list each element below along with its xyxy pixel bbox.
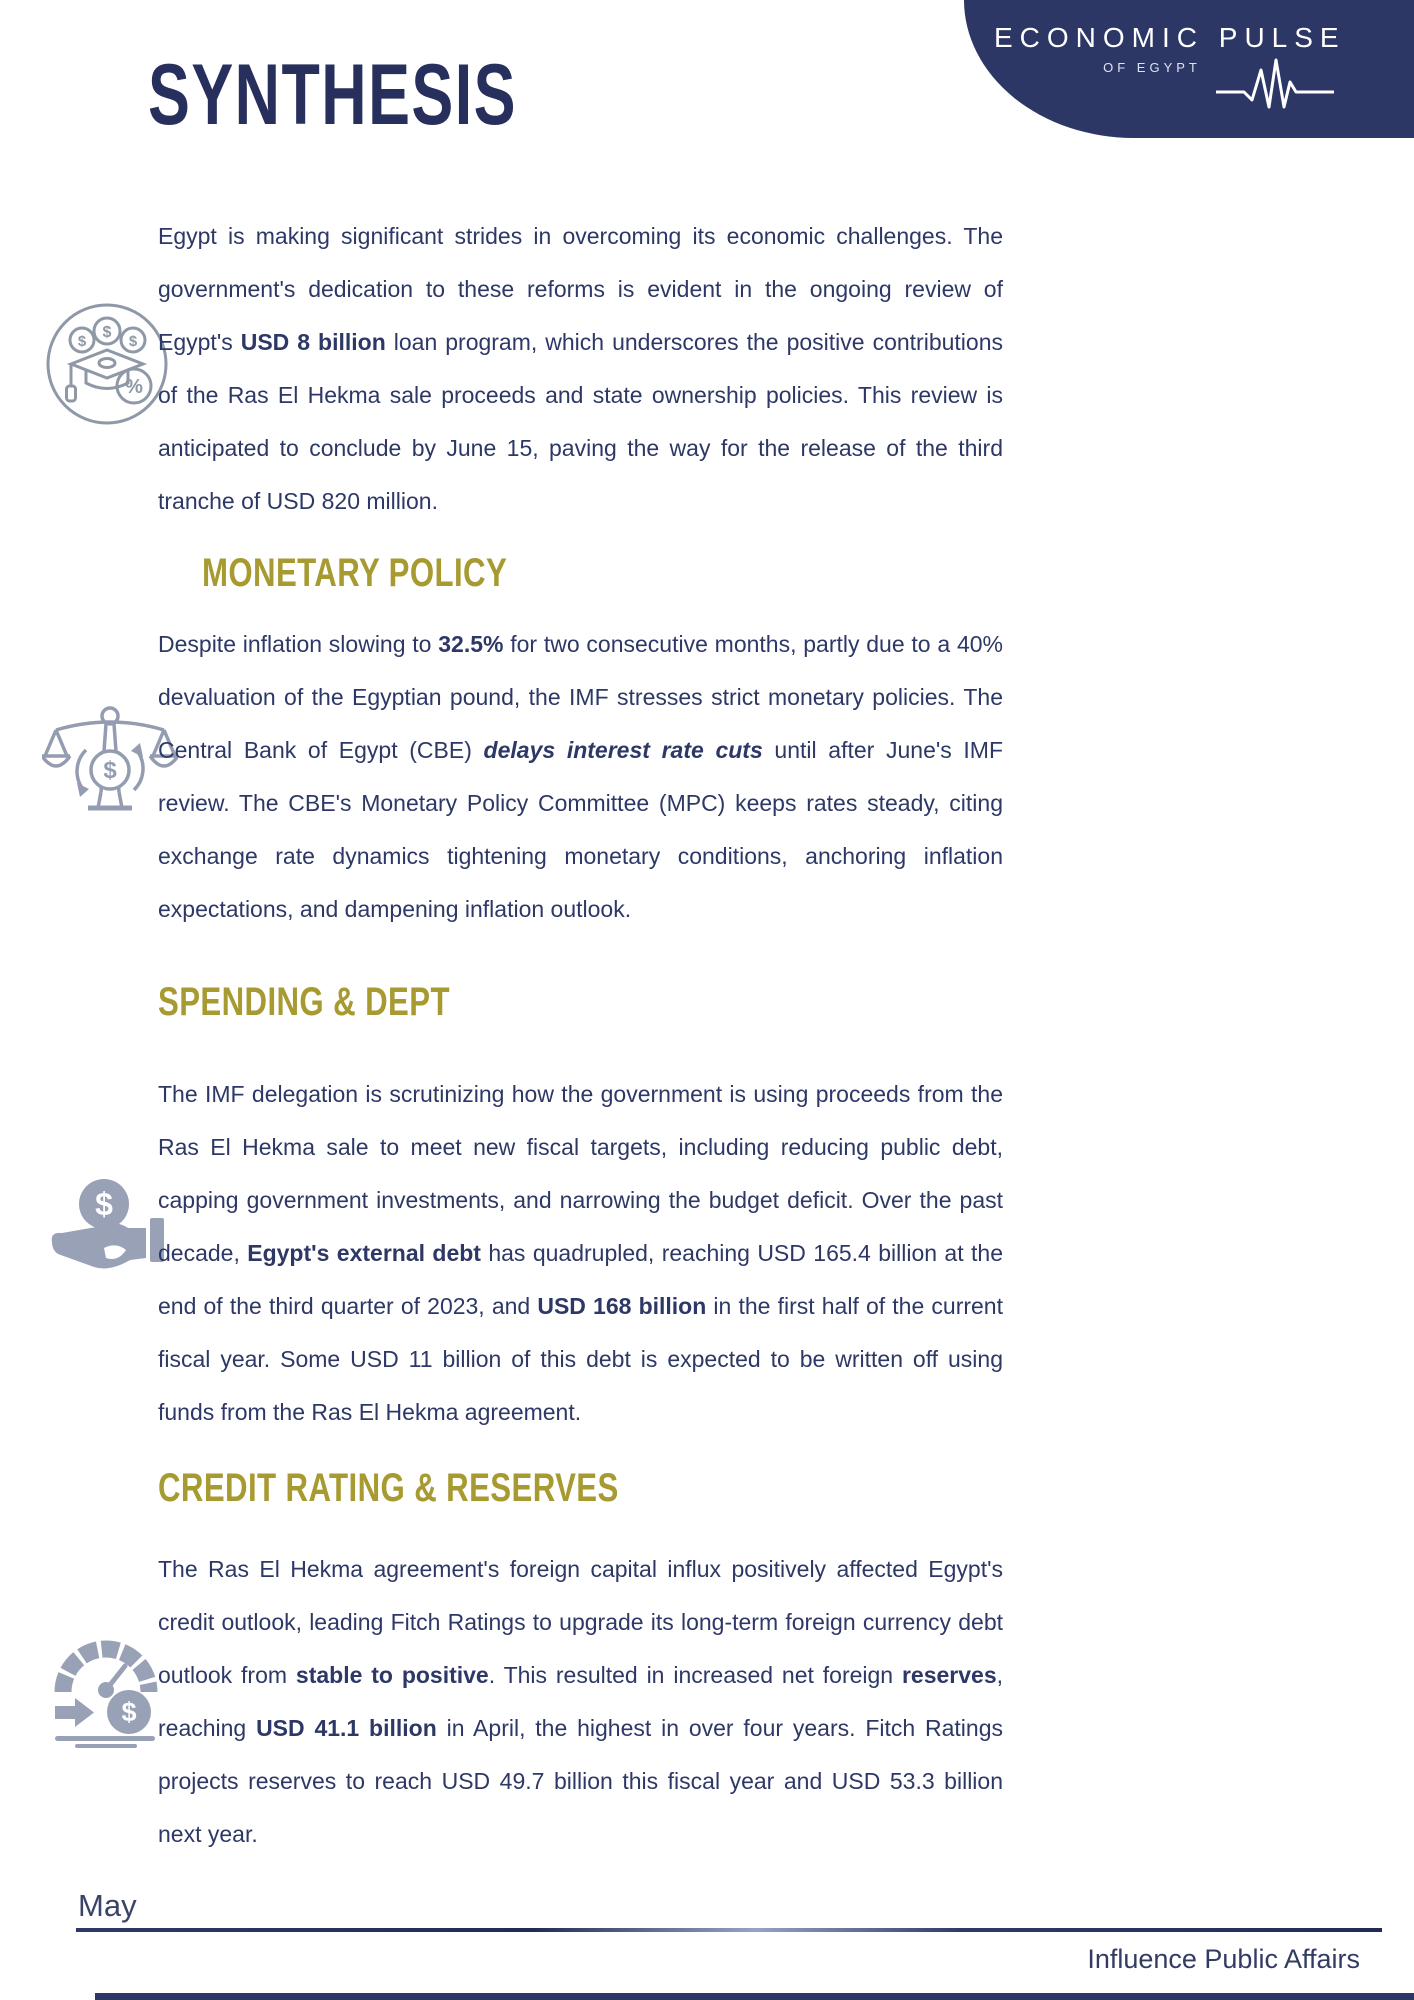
intro-paragraph: Egypt is making significant strides in overcoming its economic challenges. The government's dedication to these reforms is evident in the ongoing review of Egypt's USD 8 billion loan program, which underscores the positive contributions of the Ras El Hekma sale proceeds and state ownership policies. This review is anticipated to conclude by June 15, paving the way for the release of the third tranche of USD 820 million. [158,223,1003,514]
footer-month-label: May [78,1888,137,1923]
education-funding-icon [44,300,170,428]
section-heading-credit-rating: CREDIT RATING & RESERVES [158,1466,619,1510]
footer-divider-line [76,1928,1382,1932]
footer-brand-label: Influence Public Affairs [1087,1944,1360,1974]
svg-text:$: $ [95,1186,113,1222]
page-title: SYNTHESIS [148,47,517,143]
svg-text:$: $ [103,757,117,784]
section-heading-monetary-policy: MONETARY POLICY [202,551,508,595]
hand-coin-icon [50,1178,164,1276]
spending-debt-paragraph: The IMF delegation is scrutinizing how the government is using proceeds from the Ras El Hekma sale to meet new fiscal targets, including reducing public debt, capping government investments, and narrowing the budget deficit. Over the past decade, Egypt's external debt has quadrupled, reaching USD 165.4 billion at the end of the third quarter of 2023, and USD 168 billion in the first half of the current fiscal year. Some USD 11 billion of this debt is expected to be written off using funds from the Ras El Hekma agreement. [158,1081,1003,1425]
svg-text:$: $ [121,1697,137,1727]
svg-text:$: $ [128,333,138,350]
svg-text:$: $ [77,333,87,350]
credit-rating-paragraph: The Ras El Hekma agreement's foreign capital influx positively affected Egypt's credit outlook, leading Fitch Ratings to upgrade its long-term foreign currency debt outlook from stable to positive. This resulted in increased net foreign reserves, reaching USD 41.1 billion in April, the highest in over four years. Fitch Ratings projects reserves to reach USD 49.7 billion this fiscal year and USD 53.3 billion next year. [158,1556,1004,1847]
section-heading-spending-debt: SPENDING & DEPT [158,980,450,1024]
badge-subtitle: OF EGYPT [1103,60,1201,75]
bottom-accent-bar [95,1993,1414,2000]
badge-title: ECONOMIC PULSE [994,22,1346,53]
economic-pulse-badge [964,0,1414,138]
heartbeat-pulse-icon [1216,52,1334,114]
gauge-dollar-icon [53,1630,159,1748]
svg-text:$: $ [102,324,112,341]
svg-text:%: % [125,376,143,398]
monetary-policy-paragraph: Despite inflation slowing to 32.5% for two consecutive months, partly due to a 40% devaluation of the Egyptian pound, the IMF stresses strict monetary policies. The Central Bank of Egypt (CBE) delays interest rate cuts until after June's IMF review. The CBE's Monetary Policy Committee (MPC) keeps rates steady, citing exchange rate dynamics tightening monetary conditions, anchoring inflation expectations, and dampening inflation outlook. [158,631,1004,922]
